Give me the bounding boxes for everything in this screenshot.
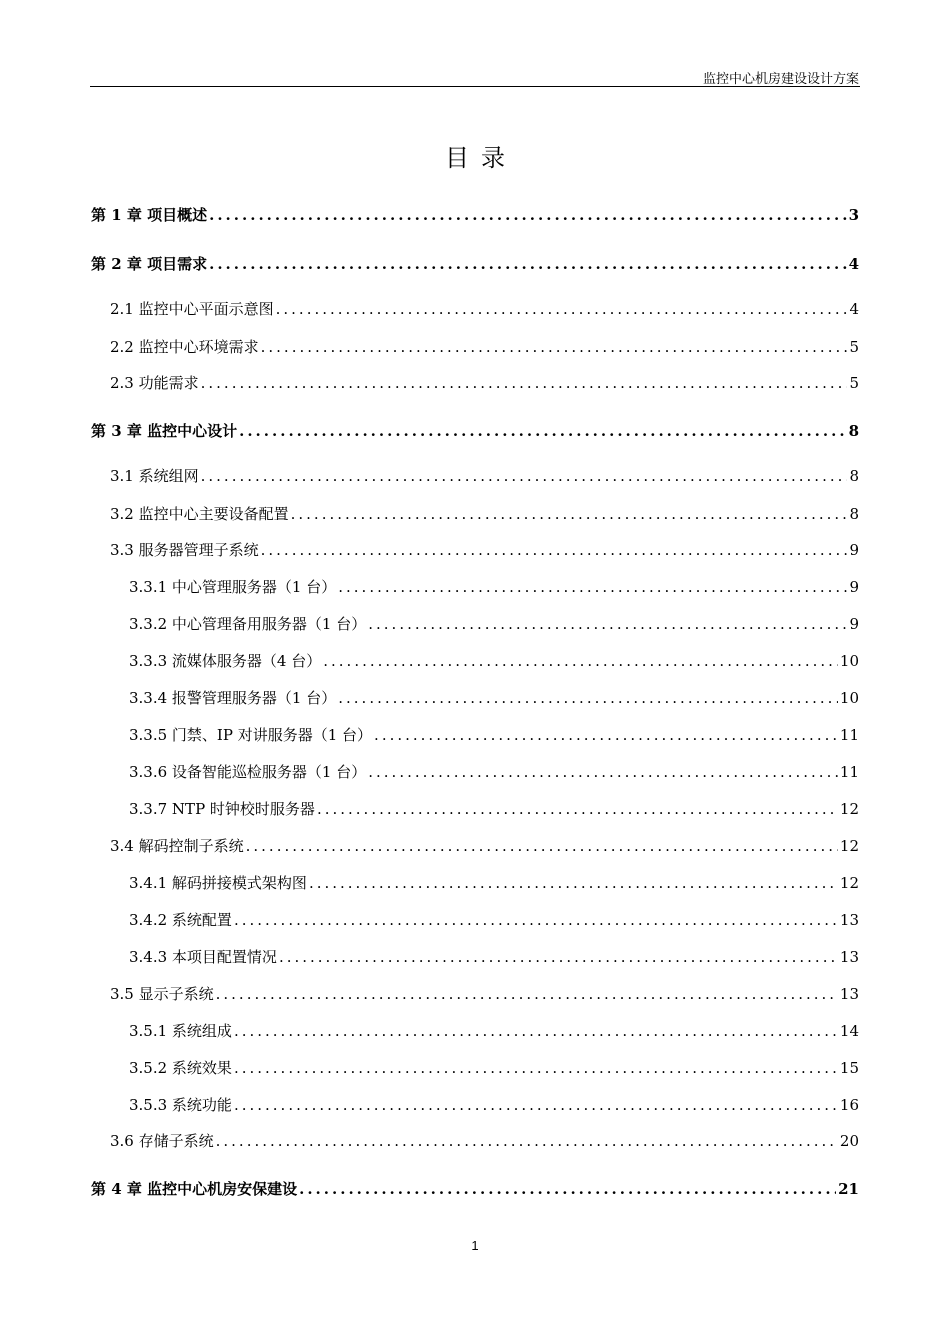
- toc-entry-title: 3.3.4 报警管理服务器（1 台）: [129, 689, 337, 707]
- dot-leader: [234, 1020, 838, 1042]
- toc-entry-page: 5: [849, 338, 859, 356]
- toc-entry-title: 第 3 章 监控中心设计: [91, 422, 238, 440]
- toc-entry-title: 3.4.1 解码拼接模式架构图: [129, 874, 307, 892]
- dot-leader: [309, 872, 838, 894]
- toc-entry[interactable]: [129, 872, 859, 894]
- toc-entry[interactable]: [91, 253, 859, 275]
- toc-entry[interactable]: [129, 687, 859, 709]
- dot-leader: [299, 1178, 836, 1200]
- toc-entry-title: 3.3.2 中心管理备用服务器（1 台）: [129, 615, 367, 633]
- dot-leader: [234, 1057, 838, 1079]
- toc-entry-page: 12: [839, 800, 859, 818]
- toc-entry[interactable]: [110, 298, 859, 320]
- toc-title: 目录: [445, 144, 517, 172]
- dot-leader: [323, 650, 838, 672]
- toc-entry[interactable]: [91, 420, 859, 442]
- toc-entry-page: 14: [839, 1022, 859, 1040]
- toc-entry-page: 4: [849, 300, 859, 318]
- toc-entry[interactable]: [91, 204, 859, 226]
- dot-leader: [338, 576, 847, 598]
- toc-entry[interactable]: [129, 724, 859, 746]
- toc-entry-title: 3.6 存储子系统: [110, 1132, 214, 1150]
- toc-entry-page: 13: [839, 911, 859, 929]
- dot-leader: [368, 761, 838, 783]
- toc-entry-title: 3.3.3 流媒体服务器（4 台）: [129, 652, 322, 670]
- toc-entry-page: 21: [838, 1180, 859, 1198]
- dot-leader: [246, 835, 838, 857]
- toc-entry-title: 3.3.6 设备智能巡检服务器（1 台）: [129, 763, 367, 781]
- toc-entry-page: 13: [839, 948, 859, 966]
- toc-entry-page: 20: [839, 1132, 859, 1150]
- toc-entry-title: 3.5.3 系统功能: [129, 1096, 232, 1114]
- dot-leader: [201, 372, 848, 394]
- dot-leader: [374, 724, 838, 746]
- dot-leader: [291, 503, 848, 525]
- toc-entry[interactable]: [129, 1057, 859, 1079]
- dot-leader: [338, 687, 838, 709]
- toc-entry[interactable]: [110, 503, 859, 525]
- toc-entry-page: 8: [849, 505, 859, 523]
- toc-entry-page: 10: [839, 652, 859, 670]
- dot-leader: [368, 613, 847, 635]
- toc-entry[interactable]: [129, 650, 859, 672]
- toc-entry[interactable]: [110, 835, 859, 857]
- toc-entry-title: 第 1 章 项目概述: [91, 206, 208, 224]
- toc-entry-page: 4: [848, 255, 859, 273]
- toc-entry[interactable]: [110, 539, 859, 561]
- dot-leader: [317, 798, 838, 820]
- toc-entry[interactable]: [129, 909, 859, 931]
- toc-entry-page: 9: [849, 615, 859, 633]
- toc-entry-page: 15: [839, 1059, 859, 1077]
- toc-entry[interactable]: [110, 983, 859, 1005]
- toc-entry-title: 3.4 解码控制子系统: [110, 837, 244, 855]
- toc-entry[interactable]: [129, 1020, 859, 1042]
- toc-entry[interactable]: [129, 946, 859, 968]
- toc-entry[interactable]: [129, 1094, 859, 1116]
- dot-leader: [279, 946, 838, 968]
- page-number: 1: [471, 1238, 479, 1253]
- toc-entry-title: 3.5 显示子系统: [110, 985, 214, 1003]
- toc-entry[interactable]: [129, 761, 859, 783]
- toc-entry-page: 5: [849, 374, 859, 392]
- toc-entry[interactable]: [91, 1178, 859, 1200]
- dot-leader: [261, 336, 848, 358]
- toc-entry-title: 3.5.2 系统效果: [129, 1059, 232, 1077]
- toc-entry-title: 3.4.2 系统配置: [129, 911, 232, 929]
- dot-leader: [261, 539, 848, 561]
- toc-entry-title: 3.5.1 系统组成: [129, 1022, 232, 1040]
- toc-entry-title: 第 4 章 监控中心机房安保建设: [91, 1180, 298, 1198]
- toc-entry-title: 3.4.3 本项目配置情况: [129, 948, 277, 966]
- toc-entry-title: 2.3 功能需求: [110, 374, 199, 392]
- toc-entry[interactable]: [110, 336, 859, 358]
- toc-entry-title: 第 2 章 项目需求: [91, 255, 208, 273]
- toc-entry-page: 16: [839, 1096, 859, 1114]
- toc-entry-page: 9: [849, 578, 859, 596]
- toc-entry-title: 2.2 监控中心环境需求: [110, 338, 259, 356]
- toc-entry[interactable]: [110, 372, 859, 394]
- toc-entry-page: 13: [839, 985, 859, 1003]
- running-header: 监控中心机房建设设计方案: [702, 72, 859, 87]
- toc-entry-title: 3.1 系统组网: [110, 467, 199, 485]
- toc-entry-title: 3.3.5 门禁、IP 对讲服务器（1 台）: [129, 726, 373, 744]
- toc-entry-page: 9: [849, 541, 859, 559]
- toc-entry-title: 3.2 监控中心主要设备配置: [110, 505, 289, 523]
- toc-entry-page: 12: [839, 837, 859, 855]
- toc-entry-page: 3: [848, 206, 859, 224]
- toc-entry-title: 2.1 监控中心平面示意图: [110, 300, 274, 318]
- toc-entry-page: 8: [848, 422, 859, 440]
- dot-leader: [216, 1130, 838, 1152]
- dot-leader: [201, 465, 848, 487]
- dot-leader: [276, 298, 848, 320]
- dot-leader: [239, 420, 846, 442]
- dot-leader: [234, 909, 838, 931]
- toc-entry-title: 3.3.1 中心管理服务器（1 台）: [129, 578, 337, 596]
- toc-entry[interactable]: [129, 613, 859, 635]
- dot-leader: [209, 204, 846, 226]
- toc-entry[interactable]: [129, 798, 859, 820]
- toc-entry[interactable]: [110, 1130, 859, 1152]
- toc-entry-title: 3.3 服务器管理子系统: [110, 541, 259, 559]
- dot-leader: [234, 1094, 838, 1116]
- toc-entry[interactable]: [110, 465, 859, 487]
- toc-entry-page: 12: [839, 874, 859, 892]
- toc-entry-title: 3.3.7 NTP 时钟校时服务器: [129, 800, 315, 818]
- dot-leader: [209, 253, 846, 275]
- toc-entry-page: 8: [849, 467, 859, 485]
- toc-entry-page: 10: [839, 689, 859, 707]
- toc-entry-page: 11: [839, 763, 859, 781]
- toc-entry[interactable]: [129, 576, 859, 598]
- dot-leader: [216, 983, 838, 1005]
- toc-entry-page: 11: [839, 726, 859, 744]
